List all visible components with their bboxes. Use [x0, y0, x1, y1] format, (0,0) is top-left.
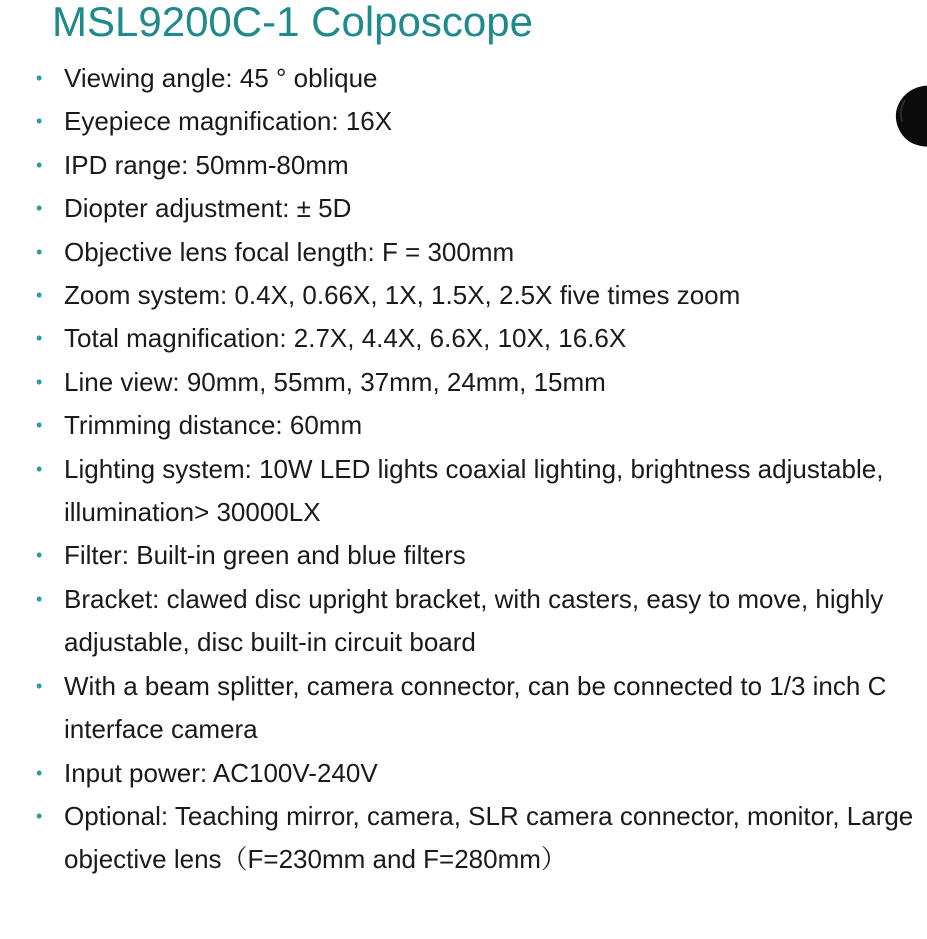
bullet-icon: • — [36, 68, 43, 88]
page-title: MSL9200C-1 Colposcope — [52, 0, 533, 45]
colposcope-photo-fragment — [893, 84, 927, 150]
spec-text: Filter: Built-in green and blue filters — [64, 540, 466, 571]
spec-item-filter — [0, 534, 927, 577]
spec-item-eyepiece-magnification — [0, 100, 927, 143]
spec-text: Optional: Teaching mirror, camera, SLR camera connector, monitor, Large objective lens（F=230mm and F=280mm） — [64, 800, 914, 875]
spec-list — [0, 57, 927, 882]
bullet-icon: • — [36, 328, 43, 349]
bullet-icon: • — [36, 285, 43, 306]
bullet-icon: • — [36, 458, 43, 479]
bullet-icon: • — [36, 762, 43, 783]
bullet-icon: • — [36, 588, 43, 609]
spec-text: Input power: AC100V-240V — [64, 757, 378, 788]
bullet-icon: • — [36, 675, 43, 696]
spec-text: Zoom system: 0.4X, 0.66X, 1X, 1.5X, 2.5X five times zoom — [64, 280, 741, 311]
spec-item-total-magnification — [0, 317, 927, 360]
spec-item-diopter-adjustment — [0, 187, 927, 230]
bullet-icon: • — [36, 198, 43, 219]
spec-text: Diopter adjustment: ± 5D — [64, 193, 352, 224]
spec-item-input-power — [0, 752, 927, 795]
spec-item-viewing-angle — [0, 57, 927, 100]
bullet-icon: • — [36, 415, 43, 436]
spec-item-lighting-system — [0, 448, 927, 535]
spec-item-bracket — [0, 578, 927, 665]
bullet-icon: • — [36, 545, 43, 566]
spec-text: Trimming distance: 60mm — [64, 410, 363, 441]
spec-item-zoom-system — [0, 274, 927, 317]
spec-item-optional — [0, 795, 927, 882]
spec-text: Bracket: clawed disc upright bracket, with casters, easy to move, highly adjustable, disc built-in circuit board — [64, 583, 884, 658]
spec-text: Objective lens focal length: F = 300mm — [64, 236, 515, 267]
spec-text: Total magnification: 2.7X, 4.4X, 6.6X, 10X, 16.6X — [64, 323, 627, 354]
spec-text: With a beam splitter, camera connector, can be connected to 1/3 inch C interface camera — [64, 670, 887, 745]
spec-text: IPD range: 50mm-80mm — [64, 149, 349, 180]
spec-item-trimming-distance — [0, 404, 927, 447]
bullet-icon: • — [36, 371, 43, 392]
spec-item-line-view — [0, 361, 927, 404]
spec-text: Viewing angle: 45 ° oblique — [64, 63, 378, 93]
bullet-icon: • — [36, 241, 43, 262]
spec-item-beam-splitter — [0, 665, 927, 752]
bullet-icon: • — [36, 154, 43, 175]
spec-item-objective-focal-length — [0, 231, 927, 274]
spec-text: Eyepiece magnification: 16X — [64, 106, 393, 137]
spec-item-ipd-range — [0, 144, 927, 187]
spec-text: Lighting system: 10W LED lights coaxial lighting, brightness adjustable, illumination> 30000LX — [64, 453, 884, 528]
bullet-icon: • — [36, 111, 43, 132]
spec-text: Line view: 90mm, 55mm, 37mm, 24mm, 15mm — [64, 366, 606, 397]
bullet-icon: • — [36, 805, 43, 826]
